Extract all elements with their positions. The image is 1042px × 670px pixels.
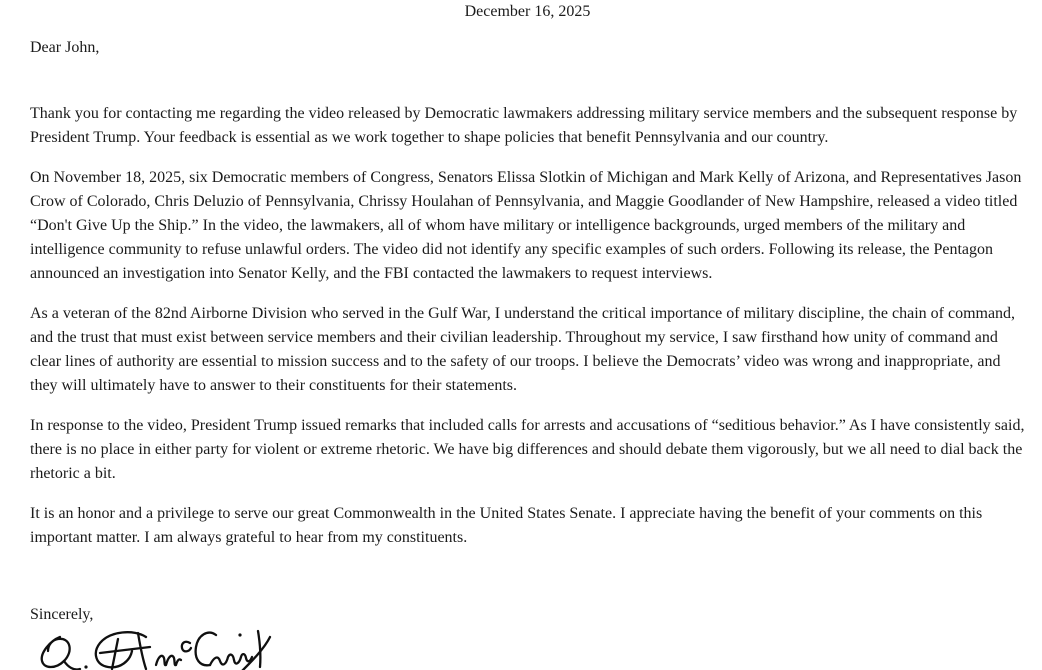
letter-paragraph-4: In response to the video, President Trump issued remarks that included calls for arrests and accusations of “seditious behavior.” As I have consistently said, there is no place in either party for violent or extreme rhetoric. We have big differences and should debate them vigorously, but we all need to dial back the rhetoric a bit. [30,417,1025,482]
closing: Sincerely, [30,606,94,623]
salutation: Dear John, [30,39,100,56]
handwritten-signature-icon [34,627,274,670]
letter-paragraph-3: As a veteran of the 82nd Airborne Division who served in the Gulf War, I understand the critical importance of military discipline, the chain of command, and the trust that must exist between service members and their civilian leadership. Throughout my service, I saw firsthand how unity of command and clear lines of authority are essential to mission success and to the safety of our troops. I believe the Democrats’ video was wrong and inappropriate, and they will ultimately have to answer to their constituents for their statements. [30,305,1016,394]
letter-paragraph-1: Thank you for contacting me regarding the video released by Democratic lawmakers addressing military service members and the subsequent response by President Trump. Your feedback is essential as we work together to shape policies that benefit Pennsylvania and our country. [30,105,1018,146]
letter-paragraph-2: On November 18, 2025, six Democratic members of Congress, Senators Elissa Slotkin of Michigan and Mark Kelly of Arizona, and Representatives Jason Crow of Colorado, Chris Deluzio of Pennsylvania, Chrissy Houlahan of Pennsylvania, and Maggie Goodlander of New Hampshire, released a video titled “Don't Give Up the Ship.” In the video, the lawmakers, all of whom have military or intelligence backgrounds, urged members of the military and intelligence community to refuse unlawful orders. The video did not identify any specific examples of such orders. Following its release, the Pentagon announced an investigation into Senator Kelly, and the FBI contacted the lawmakers to request interviews. [30,169,1022,282]
letter-date: December 16, 2025 [464,3,591,20]
letter-paragraph-5: It is an honor and a privilege to serve our great Commonwealth in the United States Senate. I appreciate having the benefit of your comments on this important matter. I am always grateful to hear from my constituents. [30,505,983,546]
blank-line [30,60,1025,102]
